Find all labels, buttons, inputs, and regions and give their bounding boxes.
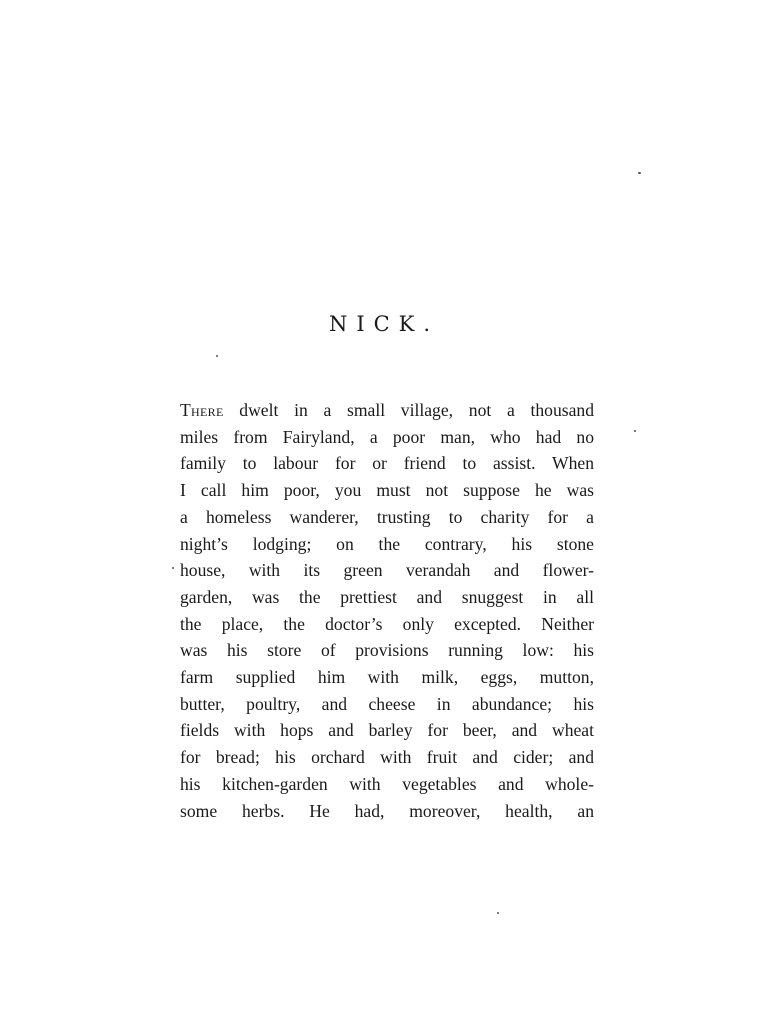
- scan-speck: [634, 430, 636, 432]
- text-line: a homeless wanderer, trusting to charity for a: [180, 506, 594, 527]
- text-line: I call him poor, you must not suppose he was: [180, 480, 594, 501]
- scan-speck: [172, 567, 174, 569]
- text-line: garden, was the prettiest and snuggest in all: [180, 586, 594, 607]
- text-line: some herbs. He had, moreover, health, an: [180, 800, 594, 821]
- text-line: was his store of provisions running low: his: [180, 640, 594, 661]
- text-line-rest: dwelt in a small village, not a thousand: [223, 400, 594, 420]
- chapter-title: NICK.: [328, 312, 440, 336]
- text-line: [180, 397, 594, 424]
- text-line: his kitchen-garden with vegetables and whole-: [180, 773, 594, 794]
- lead-word: There: [180, 400, 224, 420]
- text-line: night’s lodging; on the contrary, his stone: [180, 533, 594, 554]
- text-line: farm supplied him with milk, eggs, mutton,: [180, 667, 594, 688]
- scan-speck: [216, 355, 218, 357]
- scan-speck: [497, 912, 499, 914]
- text-line: for bread; his orchard with fruit and cider; and: [180, 747, 594, 768]
- text-line: miles from Fairyland, a poor man, who had no: [180, 426, 594, 447]
- text-line: the place, the doctor’s only excepted. Neither: [180, 613, 594, 634]
- text-line: fields with hops and barley for beer, and wheat: [180, 720, 594, 741]
- text-line: house, with its green verandah and flower-: [180, 560, 594, 581]
- text-line: butter, poultry, and cheese in abundance; his: [180, 693, 594, 714]
- text-line: family to labour for or friend to assist. When: [180, 453, 594, 474]
- chapter-body: [180, 397, 594, 824]
- scan-speck: [638, 172, 641, 174]
